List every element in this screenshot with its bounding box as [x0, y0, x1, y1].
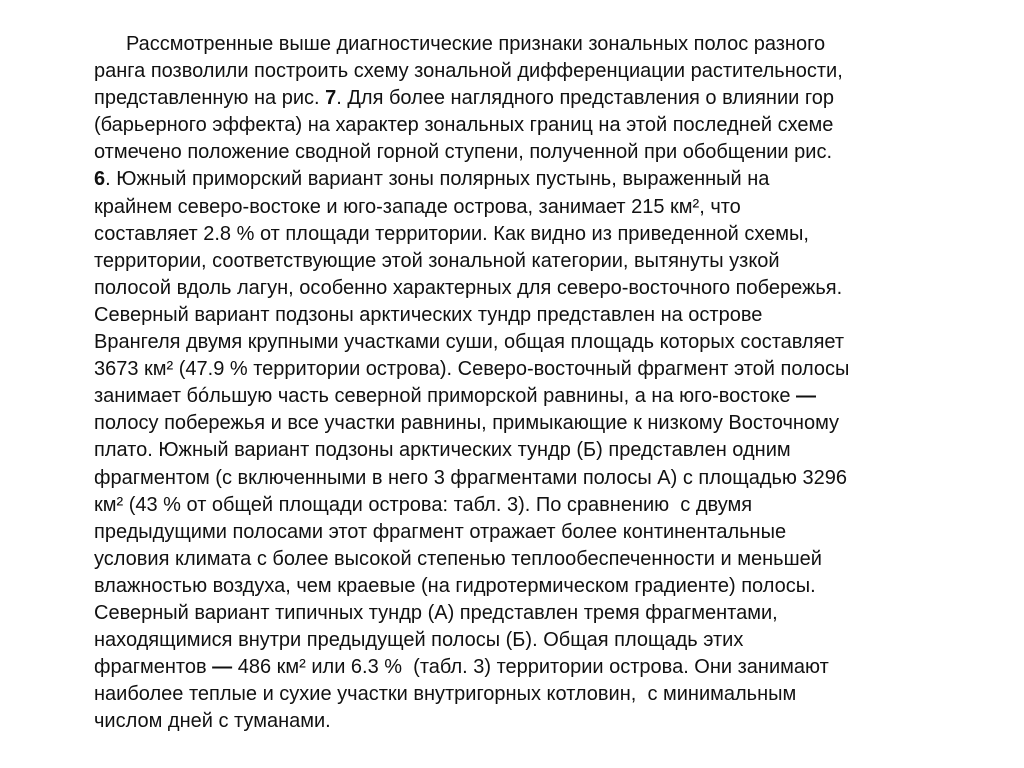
text-line — [94, 383, 964, 410]
text-segment: фрагментов — [94, 656, 213, 679]
text-line — [94, 492, 964, 519]
text-line — [94, 410, 964, 437]
text-segment: составляет 2.8 % от площади территории. Как видно из приведенной схемы, — [94, 222, 809, 245]
text-segment: . Для более наглядного представления о влиянии гор — [336, 87, 834, 110]
text-line — [94, 302, 964, 329]
text-line — [94, 573, 964, 600]
text-segment: ранга позволили построить схему зональной дифференциации растительности, — [94, 60, 843, 83]
text-segment: (барьерного эффекта) на характер зональных границ на этой последней схеме — [94, 114, 834, 137]
text-line — [94, 627, 964, 654]
text-segment: 3673 км² (47.9 % территории острова). Северо-восточный фрагмент этой полосы — [94, 358, 850, 381]
text-line — [94, 194, 964, 221]
text-line — [94, 600, 964, 627]
text-line — [94, 356, 964, 383]
text-line — [94, 465, 964, 492]
text-line — [94, 112, 964, 139]
text-segment: числом дней с туманами. — [94, 710, 331, 733]
text-segment: крайнем северо-востоке и юго-западе острова, занимает 215 км², что — [94, 195, 741, 218]
text-segment: Рассмотренные выше диагностические признаки зональных полос разного — [126, 33, 826, 55]
text-segment: отмечено положение сводной горной ступени, полученной при обобщении рис. — [94, 141, 832, 164]
text-segment: плато. Южный вариант подзоны арктических тундр (Б) представлен одним — [94, 439, 791, 462]
em-dash: — — [212, 656, 233, 679]
text-segment: фрагментом (с включенными в него 3 фрагментами полосы А) с площадью 3296 — [94, 466, 847, 489]
text-segment: влажностью воздуха, чем краевые (на гидротермическом градиенте) полосы. — [94, 574, 816, 597]
text-segment: 486 км² или 6.3 % (табл. 3) территории острова. Они занимают — [232, 656, 829, 679]
text-segment: Северный вариант подзоны арктических тундр представлен на острове — [94, 303, 763, 326]
figure-reference: 6 — [94, 168, 106, 191]
text-line — [94, 221, 964, 248]
text-line — [94, 275, 964, 302]
text-line — [94, 248, 964, 275]
text-segment: полосой вдоль лагун, особенно характерных для северо-восточного побережья. — [94, 276, 843, 299]
text-segment: Врангеля двумя крупными участками суши, общая площадь которых составляет — [94, 331, 845, 354]
text-segment: предыдущими полосами этот фрагмент отражает более континентальные — [94, 520, 787, 543]
text-line — [94, 654, 964, 681]
text-line — [94, 166, 964, 193]
text-segment: территории, соответствующие этой зональной категории, вытянуты узкой — [94, 249, 780, 272]
text-segment: условия климата с более высокой степенью теплообеспеченности и меньшей — [94, 547, 822, 570]
text-line — [94, 546, 964, 573]
text-segment: км² (43 % от общей площади острова: табл. 3). По сравнению с двумя — [94, 493, 753, 516]
figure-reference: 7 — [325, 87, 337, 110]
em-dash: — — [796, 385, 817, 408]
text-segment: Северный вариант типичных тундр (А) представлен тремя фрагментами, — [94, 601, 778, 624]
text-segment: занимает бóльшую часть северной приморской равнины, а на юго-востоке — [94, 385, 797, 408]
text-segment: полосу побережья и все участки равнины, примыкающие к низкому Восточному — [94, 412, 840, 435]
text-line — [94, 58, 964, 85]
text-line — [94, 329, 964, 356]
text-segment: наиболее теплые и сухие участки внутригорных котловин, с минимальным — [94, 683, 797, 706]
document-paragraph — [94, 31, 964, 735]
text-line — [94, 139, 964, 166]
text-line — [94, 708, 964, 735]
text-segment: представленную на рис. — [94, 87, 326, 110]
text-line — [94, 681, 964, 708]
text-line — [94, 85, 964, 112]
text-line — [94, 31, 964, 58]
text-line — [94, 519, 964, 546]
text-segment: . Южный приморский вариант зоны полярных пустынь, выраженный на — [105, 168, 770, 191]
text-line — [94, 437, 964, 464]
text-segment: находящимися внутри предыдущей полосы (Б). Общая площадь этих — [94, 629, 744, 652]
